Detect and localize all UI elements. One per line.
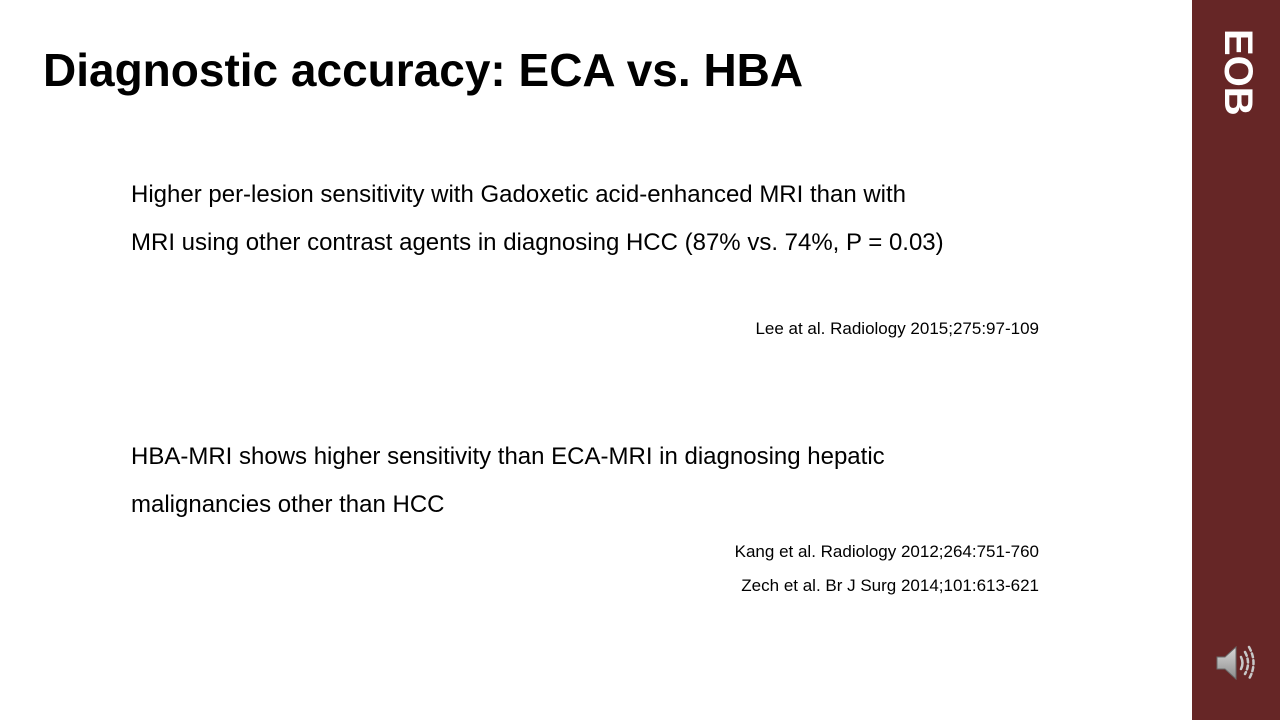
citation-zech: Zech et al. Br J Surg 2014;101:613-621 xyxy=(741,576,1039,595)
sidebar-label xyxy=(1216,29,1260,121)
slide-title: Diagnostic accuracy: ECA vs. HBA xyxy=(43,44,804,96)
paragraph-line: Higher per-lesion sensitivity with Gadoxetic acid-enhanced MRI than with xyxy=(131,181,907,208)
speaker-icon-graphic xyxy=(1214,642,1260,684)
paragraph-lee xyxy=(131,171,944,267)
paragraph-line: MRI using other contrast agents in diagnosing HCC (87% vs. 74%, P = 0.03) xyxy=(131,229,944,256)
speaker-icon[interactable] xyxy=(1214,642,1260,684)
paragraph-hba xyxy=(131,433,885,529)
paragraph-line: malignancies other than HCC xyxy=(131,491,445,518)
citation-kang: Kang et al. Radiology 2012;264:751-760 xyxy=(734,542,1039,561)
paragraph-line: HBA-MRI shows higher sensitivity than ECA-MRI in diagnosing hepatic xyxy=(131,443,885,470)
sidebar-label-text: EOB xyxy=(1216,29,1260,116)
citation-lee: Lee at al. Radiology 2015;275:97-109 xyxy=(755,319,1039,338)
